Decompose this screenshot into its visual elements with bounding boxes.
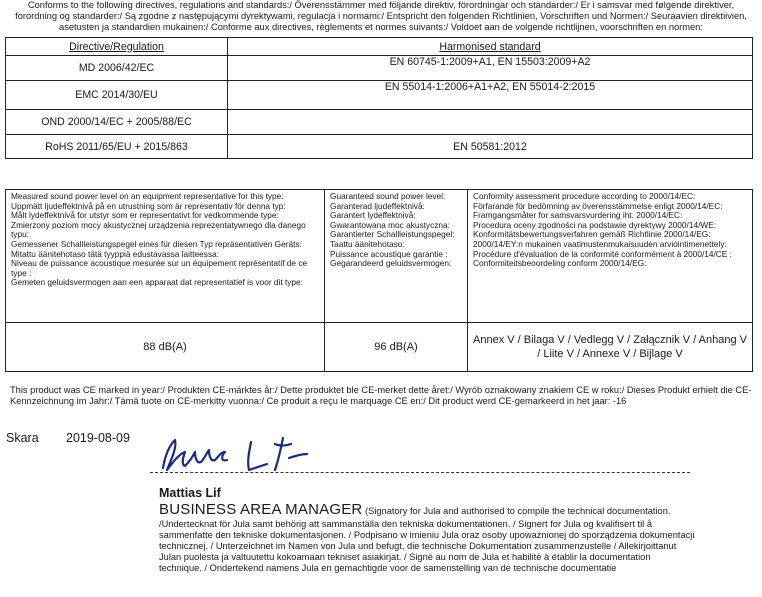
standard-cell: EN 60745-1:2009+A1, EN 15503:2009+A2 — [228, 56, 753, 81]
sound-level-table — [5, 189, 753, 372]
signature-image — [155, 434, 345, 474]
conformity-intro: Conforms to the following directives, regulations and standards:/ Överensstämmer med följande direktiv, förordningar och standarder:/ Er i samsvar med følgende direktiver, forordning og standarder:/ Są zgodne z następującymi dyrektywami, regulacja i normami:/ Entspricht den folgenden Richtlinien, Vorschriften und Normen:/ Seuraavien direktiivien, asetusten ja standardien mukainen:/ Conforme aux directives, règlements et normes suivants:/ Voldoet aan de volgende richtlijnen, voorschriften en normen: — [15, 0, 747, 32]
directive-cell: MD 2006/42/EC — [6, 56, 228, 81]
standard-cell — [228, 110, 753, 135]
date: 2019-08-09 — [66, 431, 130, 445]
standard-cell: EN 55014-1:2006+A1+A2, EN 55014-2:2015 — [228, 81, 753, 110]
guaranteed-level-value: 96 dB(A) — [325, 323, 468, 372]
signatory-title-note: (Signatory for Jula and authorised to compile the technical documentation. — [362, 506, 671, 516]
directives-table — [5, 37, 753, 159]
signatory-name: Mattias Lif — [159, 486, 221, 500]
place: Skara — [6, 431, 39, 445]
signature-line — [150, 472, 690, 473]
ce-marking-statement: This product was CE marked in year:/ Produkten CE-märktes år:/ Dette produktet ble CE-merket dette året:/ Wyrób oznakowany znakiem CE w roku:/ Dieses Produkt erhielt die CE-Kennzeichnung im Jahr:/ Tämä tuote on CE-merkitty vuonna:/ Ce produit a reçu le marquage CE en:/ Dit product werd CE-gemarkeerd in het jaar: -16 — [10, 385, 752, 406]
directive-header: Directive/Regulation — [6, 38, 228, 56]
measured-level-description: Measured sound power level on an equipment representative for this type: Uppmätt ljudeffektnivå på en utrustning som är representativ för denna typ: Målt lydeffektnivå for utstyr som er representativt for vedkommende type: Zmierzony poziom mocy akustycznej urządzenia reprezentatywnego dla danego typu: Gemessener Schallleistungspegel eines für diesen Typ repräsentativen Geräts: Mitattu äänitehotaso tätä tyyppiä edustavassa laitteessa: Niveau de puissance acoustique mesurée sur un équipement représentatif de ce type : Gemeten geluidsvermogen aan een apparaat dat representatief is voor dit type: — [6, 190, 325, 323]
guaranteed-level-description: Guaranteed sound power level: Garanterad ljudeffektnivå: Garantert lydeffektnivå: Gwarantowana moc akustyczna: Garantierter Schallleistungspegel: Taattu äänitehotaso: Puissance acoustique garantie : Gegarandeerd geluidsvermogen: — [325, 190, 468, 323]
directive-cell: OND 2000/14/EC + 2005/88/EC — [6, 110, 228, 135]
directive-cell: EMC 2014/30/EU — [6, 81, 228, 110]
measured-level-value: 88 dB(A) — [6, 323, 325, 372]
standard-header: Harmonised standard — [228, 38, 753, 56]
signatory-title-line — [159, 501, 759, 518]
standard-cell: EN 50581:2012 — [228, 135, 753, 159]
signatory-title: BUSINESS AREA MANAGER — [159, 501, 363, 518]
annex-value: Annex V / Bilaga V / Vedlegg V / Załącznik V / Anhang V / Liite V / Annexe V / Bijlage V — [468, 323, 753, 372]
directive-cell: RoHS 2011/65/EU + 2015/863 — [6, 135, 228, 159]
assessment-procedure-description: Conformity assessment procedure according to 2000/14/EC: Förfarande för bedömning av överensstämmelse enligt 2000/14/EC: Framgangsmåter for samsvarsvurdering iht. 2000/14/EC: Procedura oceny zgodności na podstawie dyrektywy 2000/14/WE: Konformitätsbewertungsverfahren gemäß Richtlinie 2000/14/EG: 2000/14/EY:n mukainen vaatimustenmukaisuuden arviointimenettely: Procédure d'évaluation de la conformité conformément à 2000/14/CE : Conformiteitsbeoordeling conform 2000/14/EG: — [468, 190, 753, 323]
signatory-statement: /Undertecknat för Jula samt behörig att sammanställa den tekniska dokumentationen. / Signert for Jula og kvalifisert til å sammenfatte den tekniske dokumentasjonen. / Podpisano w imieniu Jula oraz osoby upoważnionej do sporządzenia dokumentacji technicznej. / Unterzeichnet im Namen von Jula und befugt, die technische Dokumentation zusammenzustelle / Allekirjoittanut Julan puolesta ja valtuutettu kokoamaan tekniset asiakirjat. / Signé au nom de Jula et habilité à établir la documentation technique. / Ondertekend namens Jula en gemachtigde voor de samenstelling van de technische documentatie — [159, 519, 695, 574]
